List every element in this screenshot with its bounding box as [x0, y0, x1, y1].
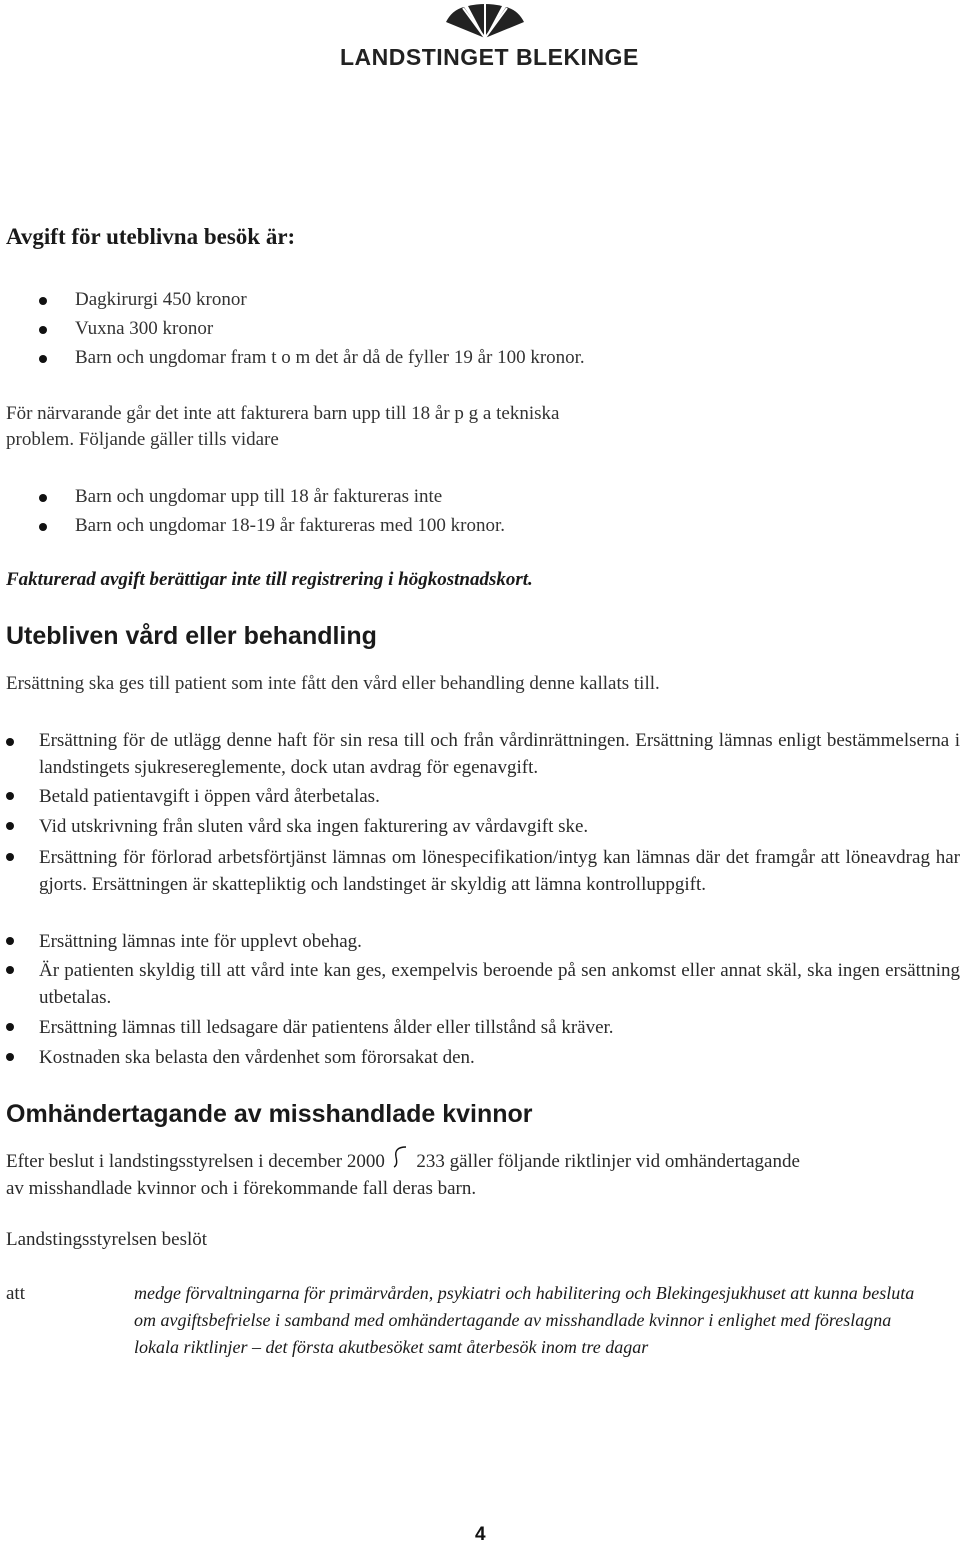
section-title-missed-visit-fee: Avgift för uteblivna besök är:: [6, 224, 296, 249]
list-item: Ersättning för de utlägg denne haft för sin resa till och från vårdinrättningen. Ersättning lämnas enligt bestämmelserna i landstingets sjukresereglemente, dock utan avdrag för egenavgift.: [39, 730, 960, 778]
list-item: Vuxna 300 kronor: [75, 318, 214, 339]
list-item: Ersättning lämnas till ledsagare där patientens ålder eller tillstånd så kräver.: [39, 1017, 614, 1038]
bullet-icon: [6, 853, 14, 861]
bullet-icon: [6, 792, 14, 800]
bullet-icon: [6, 1053, 14, 1061]
landstinget-blekinge-logo: [340, 4, 639, 70]
logo-emblem-icon: [444, 4, 526, 40]
paragraph-line: av misshandlade kvinnor och i förekommande fall deras barn.: [6, 1178, 477, 1199]
decision-heading: Landstingsstyrelsen beslöt: [6, 1229, 208, 1250]
bullet-icon: [6, 822, 14, 830]
paragraph-part: 233 gäller följande riktlinjer vid omhändertagande: [416, 1151, 800, 1172]
bullet-icon: [6, 966, 14, 974]
bullet-icon: [39, 494, 47, 502]
list-item: Betald patientavgift i öppen vård återbetalas.: [39, 786, 380, 807]
page-number: 4: [475, 1524, 486, 1545]
decision-att: att: [6, 1283, 25, 1304]
section-title-abused-women: Omhändertagande av misshandlade kvinnor: [6, 1100, 533, 1128]
paragraph-line: För närvarande går det inte att fakturera barn upp till 18 år p g a tekniska: [6, 403, 560, 424]
highlight-note: Fakturerad avgift berättigar inte till registrering i högkostnadskort.: [6, 569, 533, 590]
paragraph-part: Efter beslut i landstingsstyrelsen i december 2000: [6, 1151, 385, 1172]
section-sign-icon: [390, 1149, 412, 1167]
list-item: Kostnaden ska belasta den vårdenhet som förorsakat den.: [39, 1047, 475, 1068]
bullet-icon: [6, 1023, 14, 1031]
list-item: Vid utskrivning från sluten vård ska ingen fakturering av vårdavgift ske.: [39, 816, 589, 837]
list-item: Ersättning lämnas inte för upplevt obehag.: [39, 931, 362, 952]
bullet-icon: [39, 523, 47, 531]
section-intro: Ersättning ska ges till patient som inte fått den vård eller behandling denne kallats till.: [6, 673, 660, 694]
list-item: Barn och ungdomar fram t o m det år då de fyller 19 år 100 kronor.: [75, 347, 585, 368]
list-item: Barn och ungdomar upp till 18 år faktureras inte: [75, 486, 443, 507]
list-item: Dagkirurgi 450 kronor: [75, 289, 247, 310]
logo-text: LANDSTINGET BLEKINGE: [340, 44, 639, 70]
section-title-missed-care: Utebliven vård eller behandling: [6, 622, 377, 650]
bullet-icon: [6, 738, 14, 746]
paragraph-line: problem. Följande gäller tills vidare: [6, 429, 279, 450]
decision-text: medge förvaltningarna för primärvården, psykiatri och habilitering och Blekingesjukhuset att kunna besluta om avgiftsbefrielse i samband med omhändertagande av misshandlade kvinnor i enlighet med föreslagna lokala riktlinjer – det första akutbesöket samt återbesök inom tre dagar: [134, 1283, 915, 1357]
bullet-icon: [39, 355, 47, 363]
paragraph-line: [6, 1149, 800, 1175]
bullet-icon: [39, 326, 47, 334]
list-item: Ersättning för förlorad arbetsförtjänst lämnas om lönespecifikation/intyg kan lämnas där det framgår att löneavdrag har gjorts. Ersättningen är skattepliktig och landstinget är skyldig att lämna kontrolluppgift.: [39, 847, 960, 895]
bullet-icon: [39, 297, 47, 305]
bullet-icon: [6, 937, 14, 945]
list-item: Är patienten skyldig till att vård inte kan ges, exempelvis beroende på sen ankomst eller annat skäl, ska ingen ersättning utbetalas.: [39, 960, 960, 1008]
list-item: Barn och ungdomar 18-19 år faktureras med 100 kronor.: [75, 515, 506, 536]
